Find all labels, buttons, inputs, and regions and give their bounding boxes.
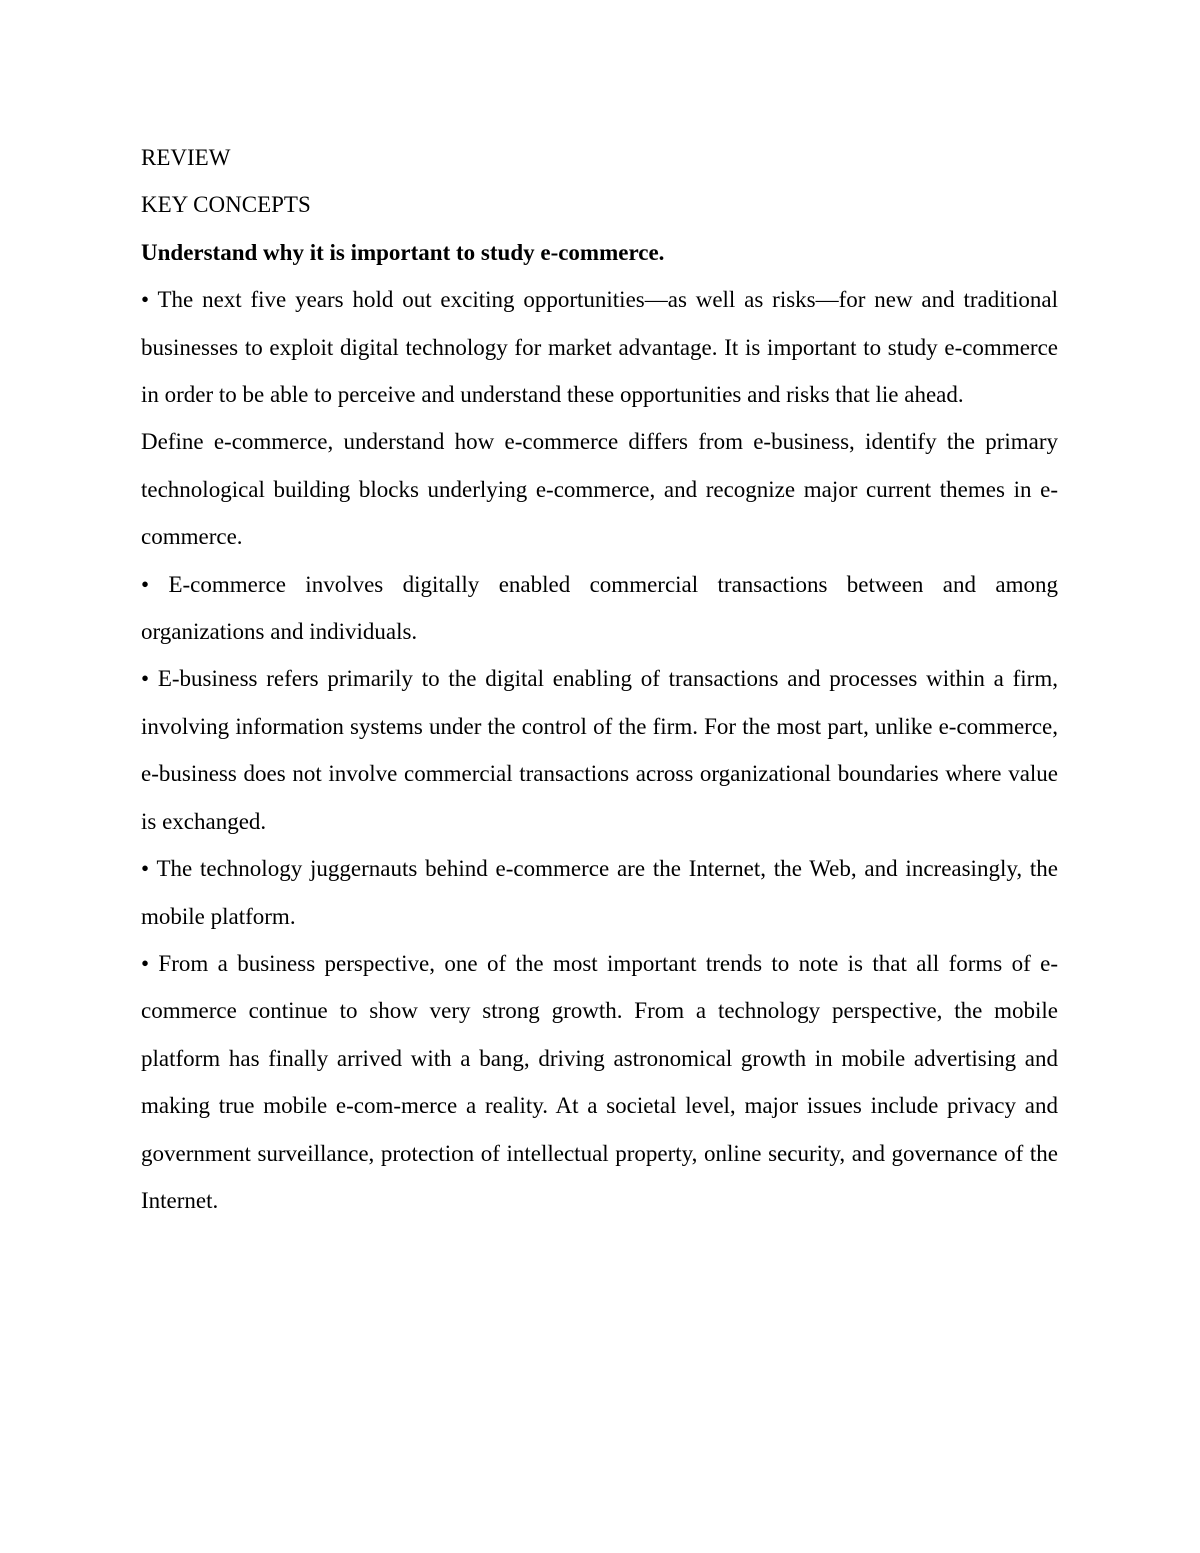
bullet-opportunities-paragraph: • The next five years hold out exciting opportunities—as well as risks—for new and traditional businesses to exploit digital technology for market advantage. It is important to study e-commerce in order to be able to perceive and understand these opportunities and risks that lie ahead.	[141, 287, 1058, 408]
bullet-ebusiness-definition: • E-business refers primarily to the digital enabling of transactions and processes within a firm, involving information systems under the control of the firm. For the most part, unlike e-commerce, e-business does not involve commercial transactions across organizational boundaries where value is exchanged.	[141, 666, 1058, 834]
bullet-ecommerce-definition: • E-commerce involves digitally enabled commercial transactions between and among organizations and individuals.	[141, 571, 1058, 645]
key-concepts-heading: KEY CONCEPTS	[141, 192, 311, 218]
learning-objective-heading: Understand why it is important to study e-commerce.	[141, 239, 665, 265]
bullet-business-perspective: • From a business perspective, one of the most important trends to note is that all forms of e-commerce continue to show very strong growth. From a technology perspective, the mobile platform has finally arrived with a bang, driving astronomical growth in mobile advertising and making true mobile e-com-merce a reality. At a societal level, major issues include privacy and government surveillance, protection of intellectual property, online security, and governance of the Internet.	[141, 950, 1058, 1213]
define-ecommerce-paragraph: Define e-commerce, understand how e-commerce differs from e-business, identify the primary technological building blocks underlying e-commerce, and recognize major current themes in e-commerce.	[141, 429, 1058, 550]
document-page	[141, 134, 1058, 1224]
bullet-technology-juggernauts: • The technology juggernauts behind e-commerce are the Internet, the Web, and increasingly, the mobile platform.	[141, 856, 1058, 929]
review-heading: REVIEW	[141, 145, 231, 170]
